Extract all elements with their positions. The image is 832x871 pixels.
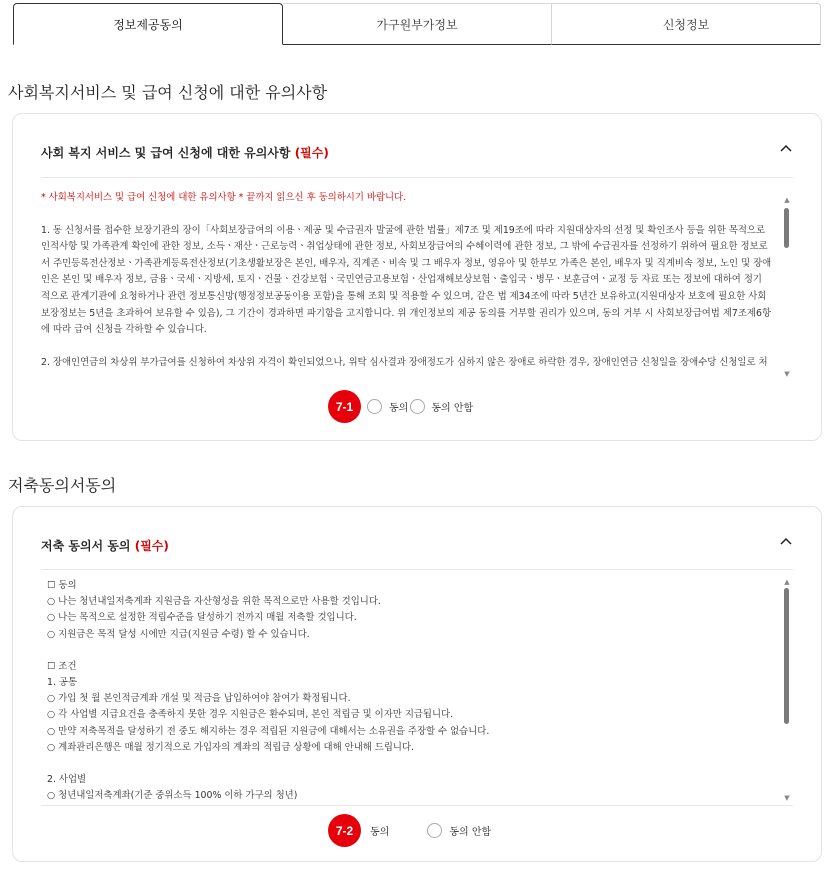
required-mark: (필수): [294, 146, 329, 160]
chevron-up-icon[interactable]: [779, 535, 793, 549]
notice-card-title-text: 사회 복지 서비스 및 급여 신청에 대한 유의사항: [41, 146, 291, 160]
divider: [41, 805, 793, 806]
notice-paragraph-1-line: 인은 본인 및 배우자 정보, 금융ㆍ국세ㆍ지방세, 토지ㆍ건물ㆍ건강보험ㆍ국민연금고용보험ㆍ산업재해보상보험ㆍ출입국ㆍ병무ㆍ보훈급여ㆍ교정 등 자료 또는 정보에 대하여 정기: [41, 274, 762, 286]
scroll-up-icon[interactable]: ▲: [784, 578, 790, 586]
savings-line: ○ 나는 목적으로 설정한 적립수준을 달성하기 전까지 매월 저축할 것입니다.: [47, 612, 357, 624]
tab-info-consent[interactable]: 정보제공동의: [13, 3, 283, 45]
savings-card-title: [41, 537, 169, 554]
notice-card-title: [41, 144, 329, 161]
savings-consent-row: [328, 814, 491, 847]
savings-line: ☐ 조건: [47, 660, 77, 672]
savings-line-blank: [47, 756, 791, 772]
savings-line: ○ 계좌관리은행은 매월 정기적으로 가입자의 계좌의 적립금 상황에 대해 안내해 드립니다.: [47, 741, 414, 753]
notice-paragraph-1-line: 적으로 관계기관에 요청하거나 관련 정보통신망(행정정보공동이용 포함)을 통해 조회 및 적용할 수 있으며, 같은 법 제34조에 따라 5년간 보유하고(지원대상자 보호에 필요한 사회: [41, 290, 767, 302]
section-title-savings: 저축동의서동의: [8, 476, 117, 495]
notice-paragraph-2-line: 2. 장애인연금의 차상위 부가급여를 신청하여 차상위 자격이 확인되었으나, 위탁 심사결과 장애정도가 심하지 않은 장애로 하락한 경우, 장애인연금 신청일을 장애수당 신청일로 처: [41, 356, 768, 368]
notice-card: [12, 113, 822, 441]
notice-paragraph-1-line: 보장정보는 5년을 초과하여 보유할 수 있음), 그 기간이 경과하면 파기함을 고지합니다. 위 개인정보의 제공 동의를 거부할 권리가 있으며, 동의 거부 시 사회보장급여법 제7조제6항: [41, 307, 771, 319]
savings-line: ○ 지원금은 목적 달성 시에만 지급(지원금 수령) 할 수 있습니다.: [47, 628, 310, 640]
agree-label: 동의: [370, 827, 390, 838]
notice-consent-row: [328, 390, 473, 423]
savings-line: ☐ 동의: [47, 580, 77, 591]
disagree-radio[interactable]: [410, 399, 425, 414]
required-mark: (필수): [134, 539, 169, 553]
notice-paragraph-1-line: 1. 동 신청서를 접수한 보장기관의 장이「사회보장급여의 이용ㆍ제공 및 수급권자 발굴에 관한 법률」제7조 및 제19조에 따라 지원대상자의 선정 및 확인조사 등을 위한 목적으로: [41, 224, 766, 236]
divider: [41, 177, 793, 178]
tab-bar: [13, 3, 821, 45]
disagree-radio[interactable]: [427, 823, 442, 838]
scroll-down-icon[interactable]: ▼: [784, 370, 790, 378]
savings-line: ○ 각 사업별 지급요건을 충족하지 못한 경우 지원금은 환수되며, 본인 적립금 및 이자만 지급됩니다.: [47, 709, 454, 721]
step-badge: 7-1: [328, 390, 361, 423]
savings-line: ○ 청년내일저축계좌(기준 중위소득 100% 이하 가구의 청년): [47, 790, 298, 802]
tab-application-info[interactable]: 신청정보: [552, 3, 821, 45]
scroll-up-icon[interactable]: ▲: [784, 196, 790, 204]
divider: [41, 569, 793, 570]
savings-line: ○ 만약 저축목적을 달성하기 전 중도 해지하는 경우 적립된 지원금에 대해서는 소유권을 주장할 수 없습니다.: [47, 725, 490, 737]
notice-paragraph-1-line: 서 주민등록전산정보ㆍ가족관계등록전산정보(기초생활보장은 본인, 배우자, 직계존ㆍ비속 및 그 배우자 정보, 영유아 및 한부모 가족은 본인, 배우자 및 직계비속 정보, 노인 및 장애: [41, 257, 772, 269]
savings-card-title-text: 저축 동의서 동의: [41, 539, 131, 553]
savings-card: [12, 506, 822, 862]
scroll-down-icon[interactable]: ▼: [784, 794, 790, 802]
disagree-label: 동의 안함: [449, 827, 492, 838]
notice-warning: * 사회복지서비스 및 급여 신청에 대한 유의사항 * 끝까지 읽으신 후 동의하시기 바랍니다.: [41, 192, 407, 203]
notice-paragraph-1-line: 에 따라 급여 신청을 각하할 수 있습니다.: [41, 324, 207, 336]
chevron-up-icon[interactable]: [779, 142, 793, 156]
savings-line: ○ 가입 첫 월 본인적금계좌 개설 및 적금을 납입하여야 참여가 확정됩니다.: [47, 693, 351, 705]
agree-radio[interactable]: [367, 399, 382, 414]
savings-line: 2. 사업별: [47, 774, 87, 786]
section-title-notice: 사회복지서비스 및 급여 신청에 대한 유의사항: [8, 83, 328, 102]
savings-scroll-area[interactable]: [47, 578, 791, 804]
savings-line: 1. 공통: [47, 677, 78, 689]
notice-paragraph-1-line: 인적사항 및 가족관계 확인에 관한 정보, 소득ㆍ재산ㆍ근로능력ㆍ취업상태에 관한 정보, 사회보장급여의 수혜이력에 관한 정보, 그 밖에 수급권자를 선정하기 위하여 필요한 정보로: [41, 241, 768, 253]
notice-scroll-area[interactable]: [41, 190, 791, 380]
disagree-label: 동의 안함: [431, 403, 474, 414]
scroll-thumb[interactable]: [784, 588, 789, 724]
scroll-thumb[interactable]: [784, 208, 789, 248]
notice-scrollbar[interactable]: [783, 196, 791, 378]
step-badge: 7-2: [328, 814, 361, 847]
savings-line: ○ 나는 청년내일저축계좌 지원금을 자산형성을 위한 목적으로만 사용할 것입니다.: [47, 596, 381, 608]
savings-line-blank: [47, 643, 791, 659]
agree-label: 동의: [389, 403, 409, 414]
tab-household-info[interactable]: 가구원부가정보: [283, 3, 552, 45]
savings-scrollbar[interactable]: [783, 578, 791, 802]
